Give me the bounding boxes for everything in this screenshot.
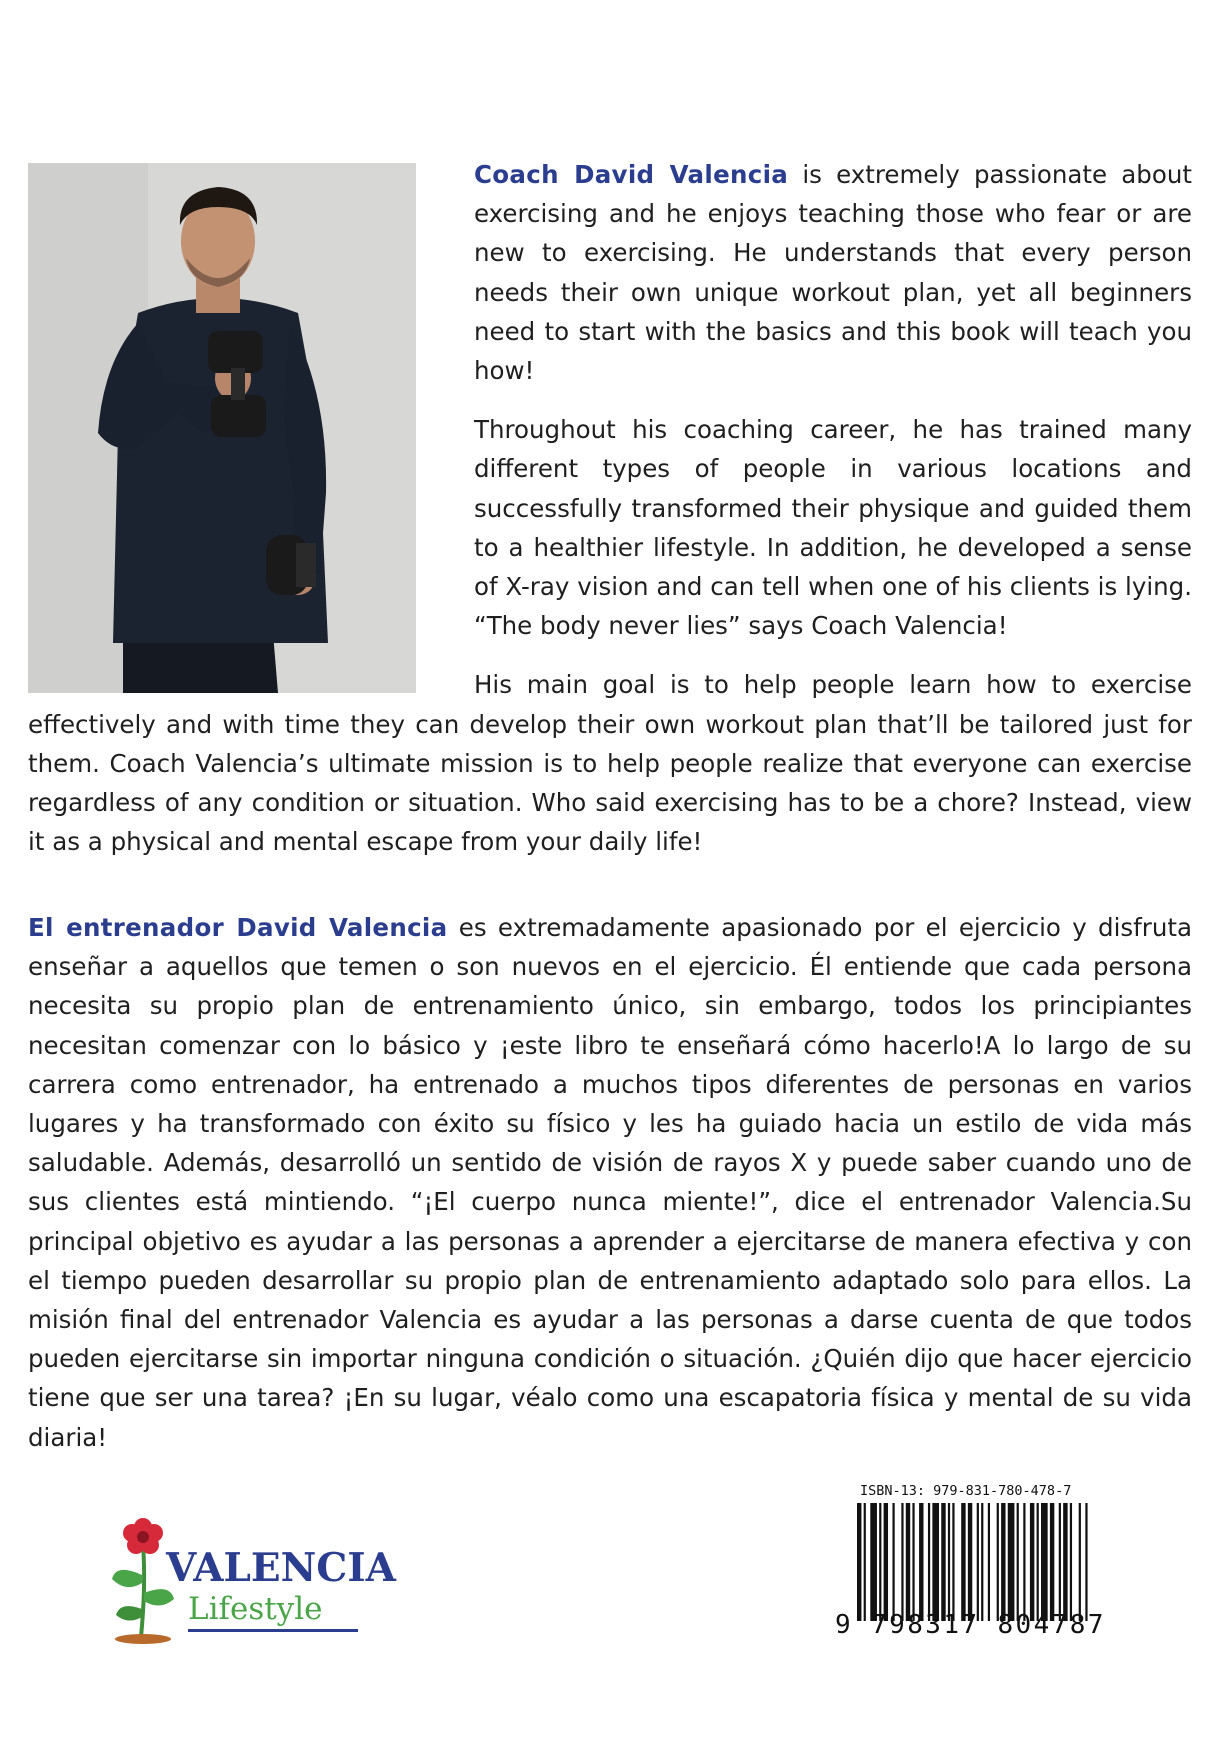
logo-subtitle: Lifestyle bbox=[188, 1591, 323, 1627]
english-bio bbox=[28, 155, 1192, 881]
barcode-bar bbox=[1050, 1503, 1054, 1621]
barcode-bar bbox=[919, 1503, 923, 1621]
spanish-author-name: El entrenador David Valencia bbox=[28, 913, 448, 942]
barcode-bar bbox=[1041, 1503, 1048, 1621]
barcode-bar bbox=[906, 1503, 910, 1621]
barcode-bar bbox=[1085, 1503, 1087, 1621]
barcode-bar bbox=[928, 1503, 930, 1621]
logo-underline bbox=[188, 1629, 358, 1632]
barcode-bar bbox=[1070, 1503, 1072, 1621]
english-paragraph-2: Throughout his coaching career, he has trained many different types of people in various locations and successfully transformed their physique and guided them to a healthier lifestyle. In addition, he developed a sense of X-ray vision and can tell when one of his clients is lying. “The body never lies” says Coach Valencia! bbox=[474, 415, 1192, 641]
barcode-bar bbox=[901, 1503, 903, 1621]
barcode-bar bbox=[1017, 1503, 1019, 1621]
barcode-bar bbox=[1008, 1503, 1015, 1621]
isbn-label: ISBN-13: 979-831-780-478-7 bbox=[860, 1483, 1072, 1499]
english-paragraph-3: His main goal is to help people learn how to exercise effectively and with time they can develop their own workout plan that’ll be tailored just for them. Coach Valencia’s ultimate mission is to help people realize that everyone can exercise regardless of any condition or situation. Who said exercising has to be a chore? Instead, view it as a physical and mental escape from your daily life! bbox=[28, 670, 1192, 857]
spanish-paragraph-text: es extremadamente apasionado por el ejercicio y disfruta enseñar a aquellos que temen o son nuevos en el ejercicio. Él entiende que cada persona necesita su propio plan de entrenamiento único, sin embargo, todos los principiantes necesitan comenzar con lo básico y ¡este libro te enseñará cómo hacerlo!A lo largo de su carrera como entrenador, ha entrenado a muchos tipos diferentes de personas en varios lugares y ha transformado con éxito su físico y les ha guiado hacia un estilo de vida más saludable. Además, desarrolló un sentido de visión de rayos X y puede saber cuando uno de sus clientes está mintiendo. “¡El cuerpo nunca miente!”, dice el entrenador Valencia.Su principal objetivo es ayudar a las personas a aprender a ejercitarse de manera efectiva y con el tiempo pueden desarrollar su propio plan de entrenamiento adaptado solo para ellos. La misión final del entrenador Valencia es ayudar a las personas a darse cuenta de que todos pueden ejercitarse sin importar ninguna condición o situación. ¿Quién dijo que hacer ejercicio tiene que ser una tarea? ¡En su lugar, véalo como una escapatoria física y mental de su vida diaria! bbox=[28, 913, 1192, 1452]
publisher-logo bbox=[108, 1505, 396, 1650]
english-author-name: Coach David Valencia bbox=[474, 160, 789, 189]
barcode-bar bbox=[997, 1503, 999, 1621]
photo-spacer bbox=[28, 155, 446, 682]
isbn-barcode bbox=[835, 1483, 1106, 1653]
barcode-bar bbox=[1037, 1503, 1039, 1621]
spanish-paragraph bbox=[28, 908, 1192, 1457]
barcode-bars bbox=[857, 1503, 1092, 1621]
barcode-bar bbox=[870, 1503, 877, 1621]
barcode-bar bbox=[1001, 1503, 1005, 1621]
barcode-bar bbox=[879, 1503, 881, 1621]
barcode-bar bbox=[961, 1503, 965, 1621]
barcode-bar bbox=[952, 1503, 954, 1621]
barcode-bar bbox=[968, 1503, 972, 1621]
barcode-bar bbox=[981, 1503, 983, 1621]
barcode-bar bbox=[977, 1503, 979, 1621]
barcode-bar bbox=[864, 1503, 866, 1621]
barcode-bar bbox=[1023, 1503, 1025, 1621]
barcode-bar bbox=[948, 1503, 950, 1621]
barcode-bar bbox=[912, 1503, 914, 1621]
english-paragraph-1-text: is extremely passionate about exercising and he enjoys teaching those who fear or are new to exercising. He understands that every person needs their own unique workout plan, yet all beginners need to start with the basics and this book will teach you how! bbox=[474, 160, 1192, 386]
barcode-bar bbox=[988, 1503, 990, 1621]
logo-title: VALENCIA bbox=[166, 1545, 396, 1591]
barcode-bar bbox=[1030, 1503, 1034, 1621]
barcode-bar bbox=[892, 1503, 894, 1621]
barcode-bar bbox=[857, 1503, 861, 1621]
barcode-bar bbox=[1063, 1503, 1067, 1621]
barcode-digits: 9 798317 804787 bbox=[835, 1610, 1106, 1640]
barcode-bar bbox=[884, 1503, 888, 1621]
barcode-bar bbox=[932, 1503, 939, 1621]
barcode-bar bbox=[1079, 1503, 1081, 1621]
barcode-bar bbox=[941, 1503, 945, 1621]
barcode-bar bbox=[1059, 1503, 1061, 1621]
spanish-bio bbox=[28, 908, 1192, 1457]
